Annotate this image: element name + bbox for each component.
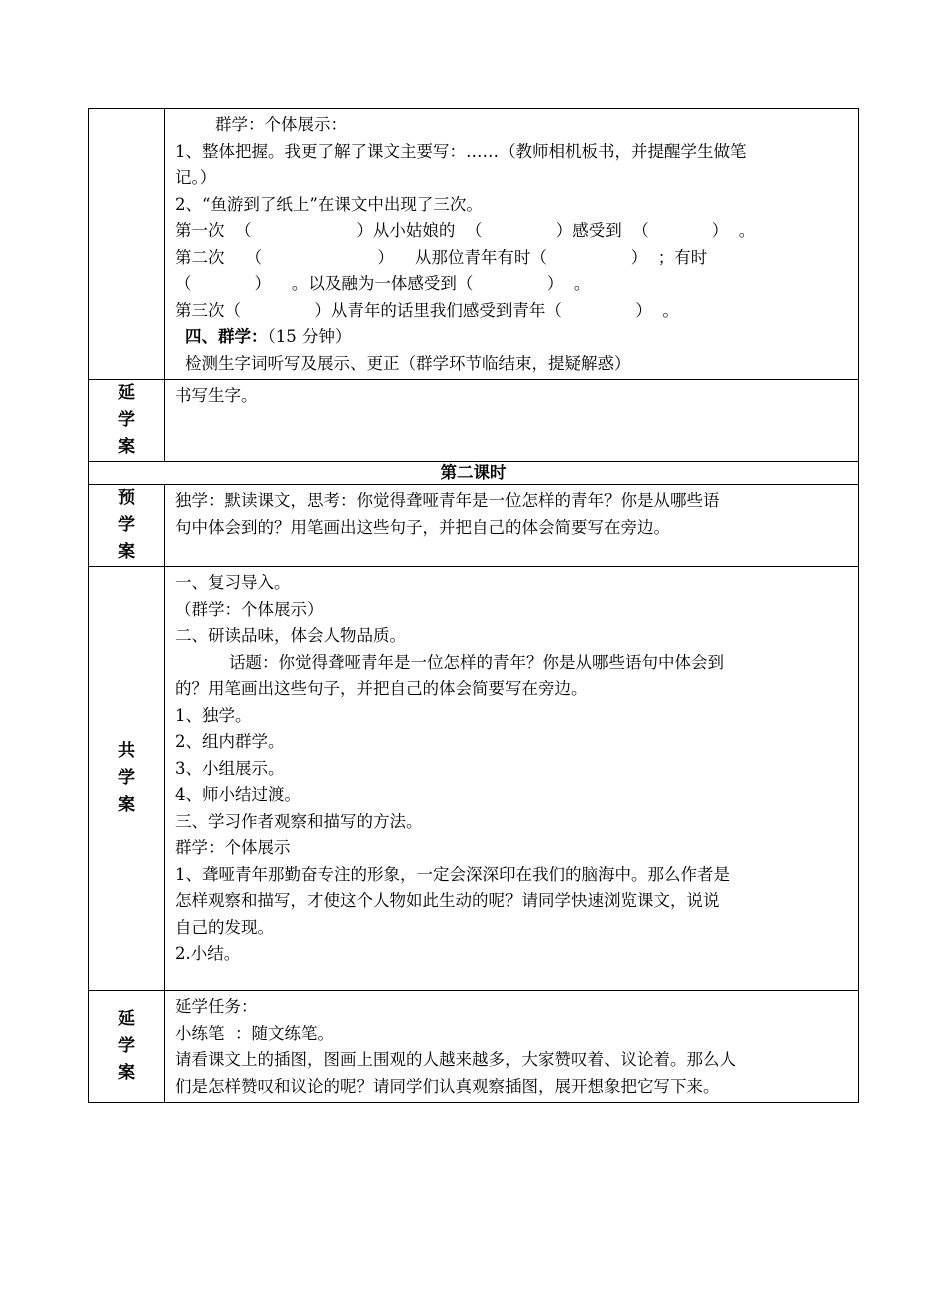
row-label-extension: 延 学 案 [89,380,165,462]
text-line: 1、独学。 [175,705,252,725]
text-line: 话题：你觉得聋哑青年是一位怎样的青年？你是从哪些语句中体会到 [229,652,724,672]
extension-task-cell [165,991,859,1103]
text-line: 4、师小结过渡。 [175,785,301,804]
text-line: 检测生字词听写及展示、更正（群学环节临结束，提疑解惑） [185,353,631,373]
text-line: 3、小组展示。 [175,758,285,778]
text-line: 群学：个体展示： [215,115,347,134]
text-line: 第二次 （ ） 从那位青年有时（ ） ；有时 [175,247,708,267]
table-row [89,109,859,380]
row-label-empty [89,109,165,380]
heading-duration: （15 分钟） [267,327,352,346]
text-line: 怎样观察和描写，才使这个人物如此生动的呢？请同学快速浏览课文，说说 [175,891,720,910]
table-row [89,485,859,567]
row-label-extension-2: 延 学 案 [89,991,165,1103]
text-line: 群学：个体展示 [175,838,291,857]
text-line: 1、整体把握。我更了解了课文主要写：……（教师相机板书，并提醒学生做笔 [175,141,747,161]
text-line: 句中体会到的？用笔画出这些句子，并把自己的体会简要写在旁边。 [175,517,670,537]
text-line: （ ） 。以及融为一体感受到（ ） 。 [175,274,591,293]
text-line: 第三次（ ）从青年的话里我们感受到青年（ ） 。 [175,300,679,320]
text-line: （群学：个体展示） [175,599,324,619]
table-row [89,991,859,1103]
heading-bold: 四、群学： [185,327,268,346]
text-line: 书写生字。 [175,386,258,405]
text-line: 独学：默读课文，思考：你觉得聋哑青年是一位怎样的青年？你是从哪些语 [175,491,720,510]
section-title: 第二课时 [89,462,859,485]
text-line: 三、学习作者观察和描写的方法。 [175,811,423,831]
text-line: 们是怎样赞叹和议论的呢？请同学们认真观察插图，展开想象把它写下来。 [175,1076,720,1096]
text-line: 的？用笔画出这些句子，并把自己的体会简要写在旁边。 [175,679,588,698]
preview-cell [165,485,859,567]
group-study-cell [165,109,859,380]
row-label-shared: 共 学 案 [89,567,165,991]
table-row [89,462,859,485]
lesson-plan-table [88,108,859,1103]
text-line: 延学任务： [175,997,258,1016]
text-line: 二、研读品味，体会人物品质。 [175,626,406,645]
extension-cell [165,380,859,462]
table-row [89,567,859,991]
text-line: 2、“鱼游到了纸上”在课文中出现了三次。 [175,194,483,214]
shared-study-cell [165,567,859,991]
text-line: 小练笔 ：随文练笔。 [175,1023,334,1043]
text-line: 记。） [175,168,217,187]
text-line: 第一次 （ ）从小姑娘的 （ ）感受到 （ ） 。 [175,221,756,240]
table-row [89,380,859,462]
text-line: 一、复习导入。 [175,573,291,592]
text-line: 2、组内群学。 [175,732,285,751]
row-label-preview: 预 学 案 [89,485,165,567]
text-line: 请看课文上的插图，图画上围观的人越来越多，大家赞叹着、议论着。那么人 [175,1050,736,1069]
text-line: 自己的发现。 [175,917,274,937]
text-line: 2.小结。 [175,944,241,963]
text-line: 1、聋哑青年那勤奋专注的形象，一定会深深印在我们的脑海中。那么作者是 [175,864,730,884]
section-heading [175,324,850,351]
